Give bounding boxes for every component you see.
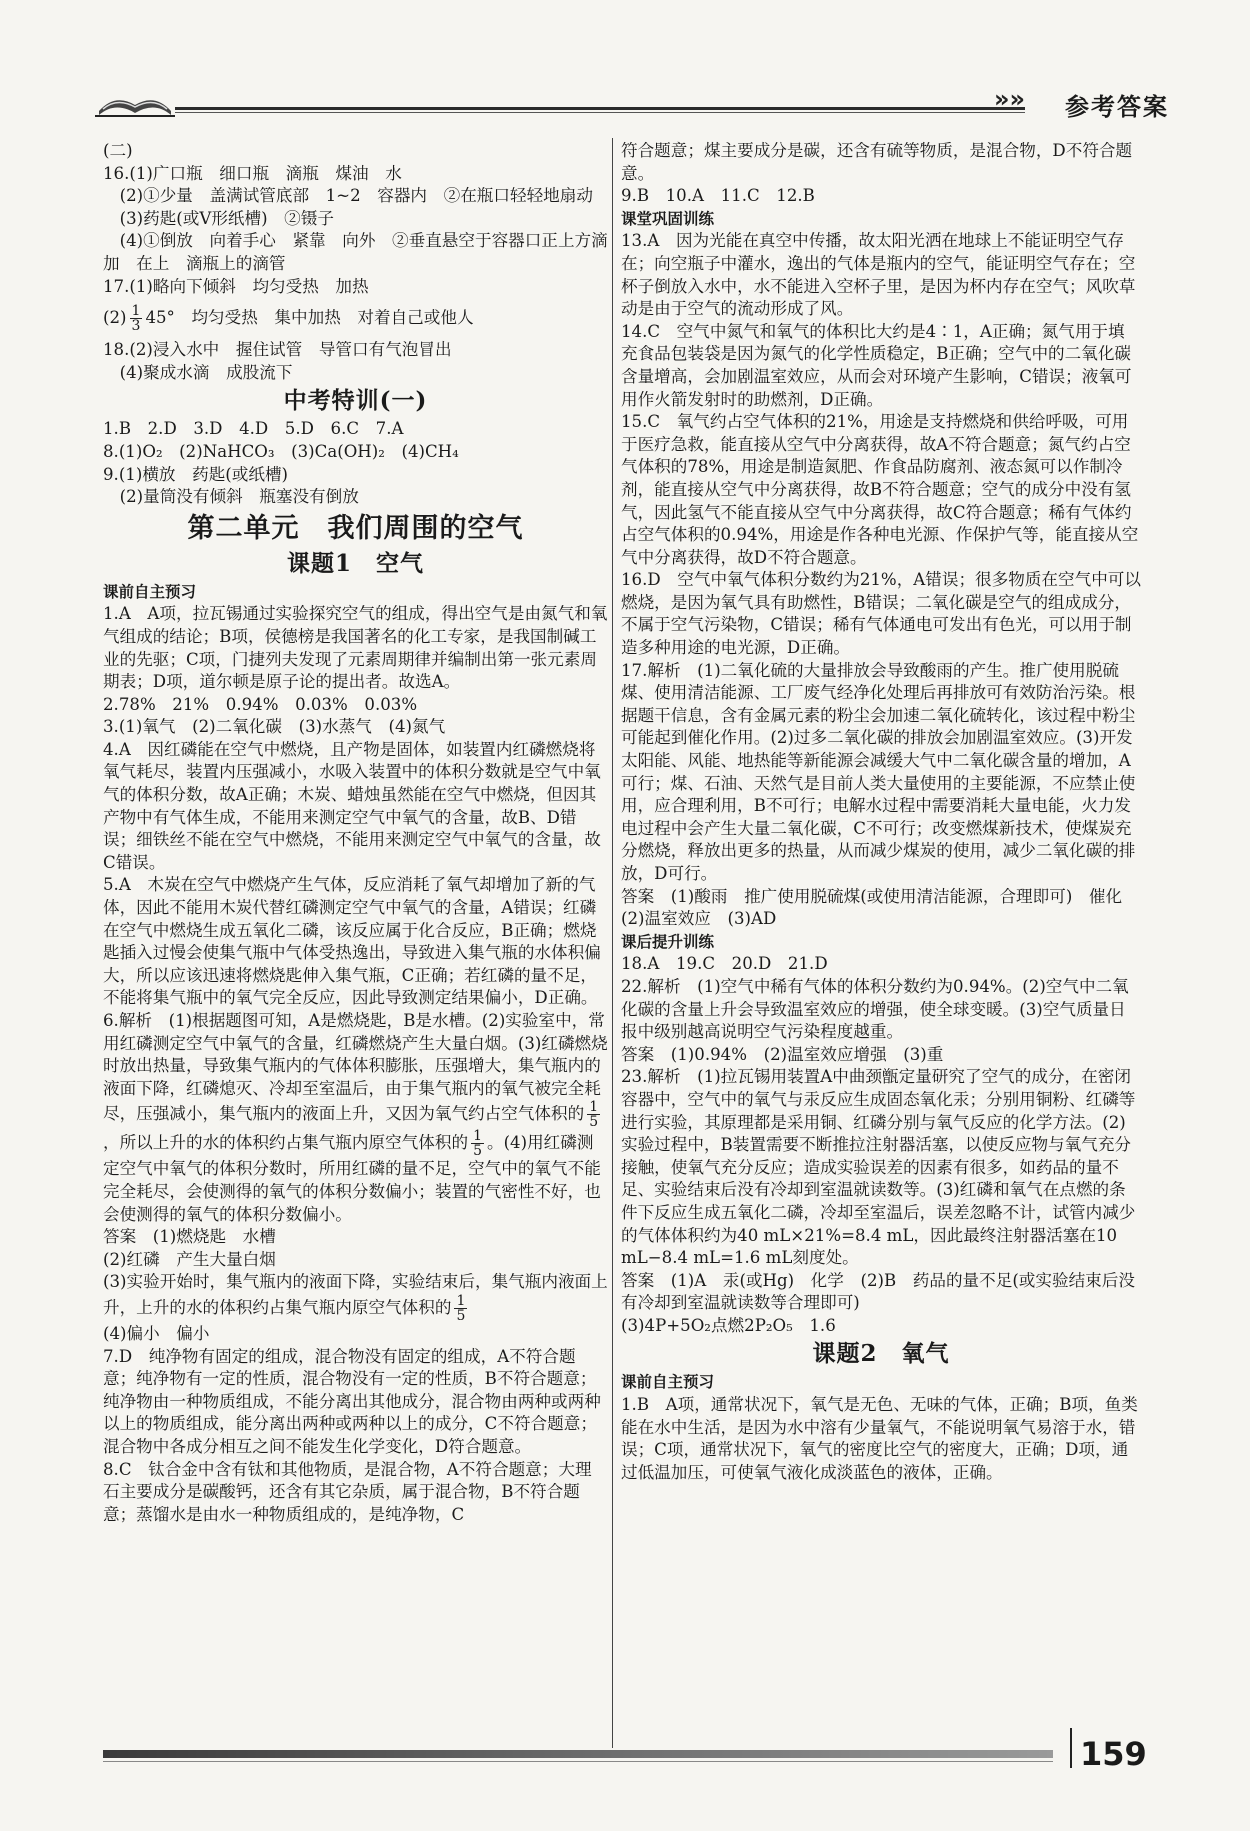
open-book-icon <box>95 89 175 117</box>
answer-line: 答案 (1)燃烧匙 水槽 <box>103 1227 276 1247</box>
answer-line: (4)偏小 偏小 <box>103 1323 210 1343</box>
section-heading: 课前自主预习 <box>103 582 197 601</box>
answer-item: 1.A A项，拉瓦锡通过实验探究空气的组成，得出空气是由氮气和氧气组成的结论；B项，侯德榜是我国著名的化工专家，是我国制碱工业的先驱；C项，门捷列夫发现了元素周期律并编制出第一张元素周期表；D项，道尔顿是原子论的提出者。故选A。 <box>103 604 608 692</box>
answer-line: 答案 (1)酸雨 推广使用脱硫煤(或使用清洁能源，合理即可) 催化 (2)温室效应 (3)AD <box>621 886 1139 929</box>
fraction-one-fifth: $\frac{1}{5}$ <box>589 1099 599 1131</box>
answer-item: 15.C 氧气约占空气体积的21%，用途是支持燃烧和供给呼吸，可用于医疗急救，能直接从空气中分离获得，故A不符合题意；氮气约占空气体积的78%，用途是制造氮肥、作食品防腐剂、液态氮可以作制冷剂，能直接从空气中分离获得，故B不符合题意；空气的成分中没有氢气，因此氢气不能直接从空气中分离获得，故C符合题意；稀有气体约占空气体积的0.94%，用途是作各种电光源、作保护气等，能直接从空气中分离获得，故D不符合题意。 <box>621 412 1139 567</box>
text-line: (4)聚成水滴 成股流下 <box>103 362 293 382</box>
text-line: 8.(1)O₂ (2)NaHCO₃ (3)Ca(OH)₂ (4)CH₄ <box>103 441 459 461</box>
header-rule <box>175 107 1025 110</box>
answer-item: 16.D 空气中氧气体积分数约为21%，A错误；很多物质在空气中可以燃烧，是因为氧气具有助燃性，B错误；二氧化碳是空气的组成成分，不属于空气污染物，C错误；稀有气体通电可发出有色光，可以用于制造多种用途的电光源，D正确。 <box>621 570 1141 658</box>
page-header <box>95 85 1175 125</box>
left-column <box>103 140 608 1526</box>
section-heading: 课堂巩固训练 <box>621 209 715 228</box>
text-line: 16.(1)广口瓶 细口瓶 滴瓶 煤油 水 <box>103 163 402 183</box>
answer-item: 5.A 木炭在空气中燃烧产生气体，反应消耗了氧气却增加了新的气体，因此不能用木炭代替红磷测定空气中氧气的含量，A错误；红磷在空气中燃烧生成五氧化二磷，该反应属于化合反应，B正确；燃烧匙插入过慢会使集气瓶中气体受热逸出，导致进入集气瓶的水体积偏大，所以应该迅速将燃烧匙伸入集气瓶，C正确；若红磷的量不足，不能将集气瓶中的氧气完全反应，因此导致测定结果偏小，D正确。 <box>103 875 601 1008</box>
answer-item: 17.解析 (1)二氧化硫的大量排放会导致酸雨的产生。推广使用脱硫煤、使用清洁能源、工厂废气经净化处理后再排放可有效防治污染。根据题干信息，含有金属元素的粉尘会加速二氧化硫转化，该过程中粉尘可能起到催化作用。(2)过多二氧化碳的排放会加剧温室效应。(3)开发太阳能、风能、地热能等新能源会减缓大气中二氧化碳含量的增加，A可行；煤、石油、天然气是目前人类大量使用的主要能源，不应禁止使用，应合理利用，B不可行；电解水过程中需要消耗大量电能，火力发电过程中会产生大量二氧化碳，C不可行；改变燃煤新技术，使煤炭充分燃烧，释放出更多的热量，从而减少煤炭的使用，减少二氧化碳的排放，D可行。 <box>621 660 1136 883</box>
text-line: 17.(1)略向下倾斜 均匀受热 加热 <box>103 276 369 296</box>
section-title: 中考特训(一) <box>283 387 428 415</box>
text-line: (3)药匙(或V形纸槽) ②镊子 <box>103 208 334 228</box>
answer-item: 13.A 因为光能在真空中传播，故太阳光洒在地球上不能证明空气存在；向空瓶子中灌水，逸出的气体是瓶内的空气，能证明空气存在；空杯子倒放入水中，水不能进入空杯子里，是因为杯内存在空气；风吹草动是由于空气的流动形成了风。 <box>621 231 1136 319</box>
answer-line: 答案 (1)0.94% (2)温室效应增强 (3)重 <box>621 1044 944 1064</box>
answer-item: 3.(1)氧气 (2)二氧化碳 (3)水蒸气 (4)氮气 <box>103 717 446 737</box>
header-arrows: »» <box>993 85 1025 113</box>
text-line: 18.(2)浸入水中 握住试管 导管口有气泡冒出 <box>103 340 452 360</box>
answer-item: 22.解析 (1)空气中稀有气体的体积分数约为0.94%。(2)空气中二氧化碳的含量上升会导致温室效应的增强，使全球变暖。(3)空气质量日报中级别越高说明空气污染程度越重。 <box>621 976 1129 1042</box>
answer-item: 4.A 因红磷能在空气中燃烧，且产物是固体，如装置内红磷燃烧将氧气耗尽，装置内压强减小，水吸入装置中的体积分数就是空气中氧气的体积分数，故A正确；木炭、蜡烛虽然能在空气中燃烧，但因其产物中有气体生成，不能用来测定空气中氧气的含量，故B、D错误；细铁丝不能在空气中燃烧，不能用来测定空气中氧气的含量，故C错误。 <box>103 739 601 872</box>
section-heading: 课后提升训练 <box>621 932 715 951</box>
header-title: 参考答案 <box>1065 93 1169 121</box>
answer-item: 符合题意；煤主要成分是碳，还含有硫等物质，是混合物，D不符合题意。 <box>621 141 1133 183</box>
page-number-divider <box>1070 1728 1072 1768</box>
text-line-fraction: (2) $\frac{1}{3}$ 45° 均匀受热 集中加热 对着自己或他人 <box>103 303 474 335</box>
fraction-one-fifth: $\frac{1}{5}$ <box>456 1292 466 1324</box>
text-line: (2)①少量 盖满试管底部 1~2 容器内 ②在瓶口轻轻地扇动 <box>103 186 593 206</box>
header-rule-thin <box>175 112 1025 113</box>
text-line: 1.B 2.D 3.D 4.D 5.D 6.C 7.A <box>103 419 404 439</box>
answer-item: 1.B A项，通常状况下，氧气是无色、无味的气体，正确；B项，鱼类能在水中生活，是因为水中溶有少量氧气，不能说明氧气易溶于水，错误；C项，通常状况下，氧气的密度比空气的密度大，正确；D项，通过低温加压，可使氧气液化成淡蓝色的液体，正确。 <box>621 1395 1138 1482</box>
lesson-title: 课题1 空气 <box>286 549 424 577</box>
lesson-title: 课题2 氧气 <box>812 1340 950 1368</box>
text-line: (4)①倒放 向着手心 紧靠 向外 ②垂直悬空于容器口正上方滴加 在上 滴瓶上的滴管 <box>103 231 608 273</box>
text-line: (2)量筒没有倾斜 瓶塞没有倒放 <box>103 487 359 507</box>
fraction-one-third: $\frac{1}{3}$ <box>131 303 141 335</box>
answer-item: 14.C 空气中氮气和氧气的体积比大约是4∶1，A正确；氮气用于填充食品包装袋是因为氮气的化学性质稳定，B正确；空气中的二氧化碳含量增高，会加剧温室效应，从而会对环境产生影响，C错误；液氧可用作火箭发射时的助燃剂，D正确。 <box>621 321 1132 409</box>
text-line: 9.(1)横放 药匙(或纸槽) <box>103 464 289 484</box>
equation-line: (3)4P+5O₂点燃2P₂O₅ 1.6 <box>621 1315 836 1335</box>
answer-item: 6.解析 (1)根据题图可知，A是燃烧匙，B是水槽。(2)实验室中，常用红磷测定空气中氧气的含量，红磷燃烧产生大量白烟。(3)红磷燃烧时放出热量，导致集气瓶内的气体体积膨胀，压强增大，集气瓶内的液面下降，红磷熄灭、冷却至室温后，由于集气瓶内的氧气被完全耗尽，压强减小，集气瓶内的液面上升，又因为氧气约占空气体积的 $\frac{1}{5}$ ，所以上升的水的体积约占集气瓶内原空气体积的 $\frac{1}{5}$ 。(4)用红磷测定空气中氧气的体积分数时，所用红磷的量不足，空气中的氧气不能完全耗尽，会使测得的氧气的体积分数偏小；装置的气密性不好，也会使测得的氧气的体积分数偏小。 <box>103 1011 608 1224</box>
answer-item: 9.B 10.A 11.C 12.B <box>621 186 815 206</box>
page-number: 159 <box>1080 1735 1147 1773</box>
answer-item: 18.A 19.C 20.D 21.D <box>621 954 828 974</box>
footer-bar <box>103 1750 1053 1758</box>
right-column <box>621 140 1141 1484</box>
answer-item: 7.D 纯净物有固定的组成，混合物没有固定的组成，A不符合题意；纯净物有一定的性质，混合物没有一定的性质，B不符合题意；纯净物由一种物质组成，不能分离出其他成分，混合物由两种或两种以上的物质组成，能分离出两种或两种以上的成分，C不符合题意；混合物中各成分相互之间不能发生化学变化，D符合题意。 <box>103 1346 601 1456</box>
fraction-one-fifth: $\frac{1}{5}$ <box>473 1128 482 1160</box>
text-line: (二) <box>103 141 133 160</box>
answer-line: (2)红磷 产生大量白烟 <box>103 1249 276 1269</box>
answer-item: 23.解析 (1)拉瓦锡用装置A中曲颈甑定量研究了空气的成分，在密闭容器中，空气中的氧气与汞反应生成固态氧化汞；分别用铜粉、红磷等进行实验，其原理都是采用铜、红磷分别与氧气反应的化学方法。(2)实验过程中，B装置需要不断推拉注射器活塞，以使反应物与氧气充分接触，使氧气充分反应；造成实验误差的因素有很多，如药品的量不足、实验结束后没有冷却到室温就读数等。(3)红磷和氧气在点燃的条件下反应生成五氧化二磷，冷却至室温后，误差忽略不计，试管内减少的气体体积约为40 mL×21%=8.4 mL，因此最终注射器活塞在10 mL−8.4 mL=1.6 mL刻度处。 <box>621 1067 1136 1268</box>
answer-line: (3)实验开始时，集气瓶内的液面下降，实验结束后，集气瓶内液面上升，上升的水的体积约占集气瓶内原空气体积的 $\frac{1}{5}$ <box>103 1272 608 1324</box>
section-heading: 课前自主预习 <box>621 1373 715 1392</box>
footer-rule <box>103 1761 1053 1762</box>
answer-item: 2.78% 21% 0.94% 0.03% 0.03% <box>103 694 418 714</box>
unit-title: 第二单元 我们周围的空气 <box>187 512 524 544</box>
answer-item: 8.C 钛合金中含有钛和其他物质，是混合物，A不符合题意；大理石主要成分是碳酸钙，还含有其它杂质，属于混合物，B不符合题意；蒸馏水是由水一种物质组成的，是纯净物，C <box>103 1459 592 1524</box>
answer-line: 答案 (1)A 汞(或Hg) 化学 (2)B 药品的量不足(或实验结束后没有冷却到室温就读数等合理即可) <box>621 1270 1135 1313</box>
column-divider <box>612 138 613 1748</box>
